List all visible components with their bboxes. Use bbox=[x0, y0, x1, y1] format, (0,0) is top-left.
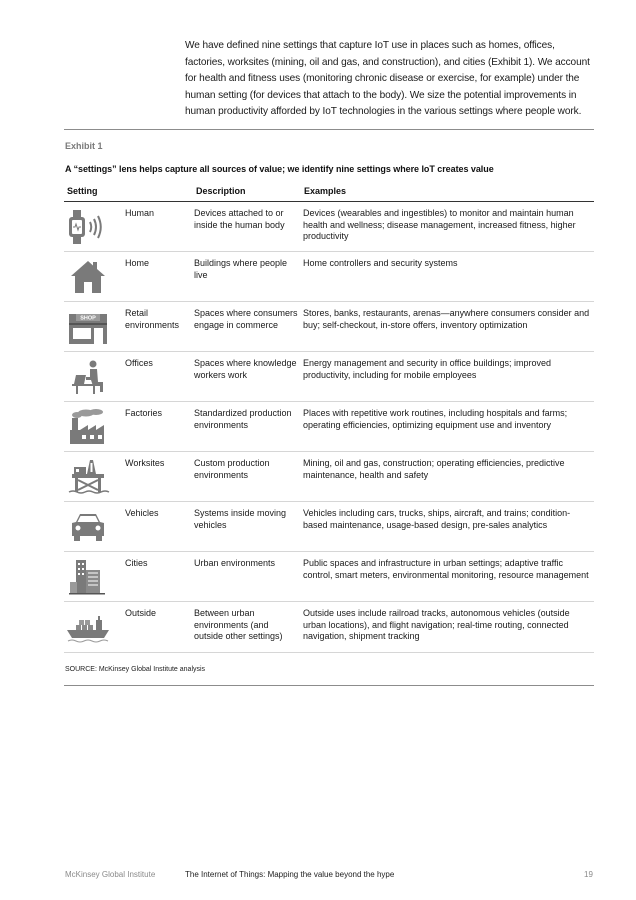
table-row bbox=[64, 601, 594, 652]
table-row bbox=[64, 301, 594, 352]
header-examples: Examples bbox=[304, 186, 347, 196]
header-setting: Setting bbox=[67, 186, 98, 196]
table-bottom-divider bbox=[64, 652, 594, 653]
city-buildings-icon bbox=[66, 558, 110, 596]
header-description: Description bbox=[196, 186, 246, 196]
row-description: Devices attached to or inside the human body bbox=[194, 208, 285, 230]
row-setting: Worksites bbox=[125, 458, 165, 468]
row-setting: Factories bbox=[125, 408, 163, 418]
table-row bbox=[64, 551, 594, 602]
row-description: Systems inside moving vehicles bbox=[194, 508, 287, 530]
row-description: Between urban environments (and outside other settings) bbox=[194, 608, 283, 642]
row-description: Spaces where consumers engage in commerce bbox=[194, 308, 298, 330]
row-examples: Stores, banks, restaurants, arenas—anywhere consumers consider and buy; self-checkout, in-store offers, inventory optimization bbox=[303, 308, 590, 330]
row-examples: Places with repetitive work routines, including hospitals and farms; operating efficiencies, optimizing equipment use and inventory bbox=[303, 408, 568, 430]
row-description: Standardized production environments bbox=[194, 408, 292, 430]
house-icon bbox=[66, 258, 110, 296]
table-row bbox=[64, 501, 594, 552]
row-setting: Human bbox=[125, 208, 155, 218]
row-setting: Outside bbox=[125, 608, 157, 618]
shop-icon bbox=[66, 308, 110, 346]
row-description: Custom production environments bbox=[194, 458, 270, 480]
exhibit-label: Exhibit 1 bbox=[65, 141, 103, 151]
row-setting: Home bbox=[125, 258, 150, 268]
cargo-ship-icon bbox=[66, 608, 110, 646]
intro-paragraph: We have defined nine settings that capture IoT use in places such as homes, offices, factories, worksites (mining, oil and gas, and construction), and cities (Exhibit 1). We account for health and fitness uses (monitoring chronic disease or exercise, for example) under the human setting (for devices that attach to the body). We size the potential improvements in human productivity afforded by IoT technologies in the various settings where people work. bbox=[185, 40, 590, 118]
table-row bbox=[64, 401, 594, 452]
table-row bbox=[64, 251, 594, 302]
smartwatch-icon bbox=[66, 208, 110, 246]
table-row bbox=[64, 351, 594, 402]
exhibit-title: A “settings” lens helps capture all sources of value; we identify nine settings where IoT creates value bbox=[65, 164, 494, 174]
row-examples: Mining, oil and gas, construction; operating efficiencies, predictive maintenance, health and safety bbox=[303, 458, 565, 480]
table-row bbox=[64, 451, 594, 502]
source-note: SOURCE: McKinsey Global Institute analysis bbox=[65, 666, 206, 673]
row-examples: Public spaces and infrastructure in urban settings; adaptive traffic control, smart meters, environmental monitoring, resource management bbox=[303, 558, 589, 580]
row-examples: Outside uses include railroad tracks, autonomous vehicles (outside urban locations), and flight navigation; real-time routing, connected navigation, shipment tracking bbox=[303, 608, 570, 642]
footer-publisher: McKinsey Global Institute bbox=[65, 870, 156, 879]
row-description: Spaces where knowledge workers work bbox=[194, 358, 297, 380]
office-worker-icon bbox=[66, 358, 110, 396]
footer-title: The Internet of Things: Mapping the value beyond the hype bbox=[185, 870, 395, 879]
table-row bbox=[64, 201, 594, 252]
row-description: Urban environments bbox=[194, 558, 276, 568]
svg-text:SHOP: SHOP bbox=[80, 315, 96, 322]
row-examples: Energy management and security in office buildings; improved productivity, including for mobile employees bbox=[303, 358, 551, 380]
top-divider bbox=[64, 129, 594, 130]
row-setting: Retail environments bbox=[125, 308, 180, 330]
exhibit-bottom-rule bbox=[64, 685, 594, 686]
row-examples: Devices (wearables and ingestibles) to monitor and maintain human health and wellness; disease management, increased fitness, higher productivity bbox=[303, 208, 576, 242]
car-icon bbox=[66, 508, 110, 546]
row-examples: Home controllers and security systems bbox=[303, 258, 458, 268]
factory-icon bbox=[66, 408, 110, 446]
row-setting: Vehicles bbox=[125, 508, 159, 518]
row-setting: Offices bbox=[125, 358, 153, 368]
page-number: 19 bbox=[584, 870, 593, 879]
row-description: Buildings where people live bbox=[194, 258, 288, 280]
oil-rig-icon bbox=[66, 458, 110, 496]
row-examples: Vehicles including cars, trucks, ships, aircraft, and trains; condition-based maintenance, usage-based design, pre-sales analytics bbox=[303, 508, 571, 530]
row-setting: Cities bbox=[125, 558, 148, 568]
